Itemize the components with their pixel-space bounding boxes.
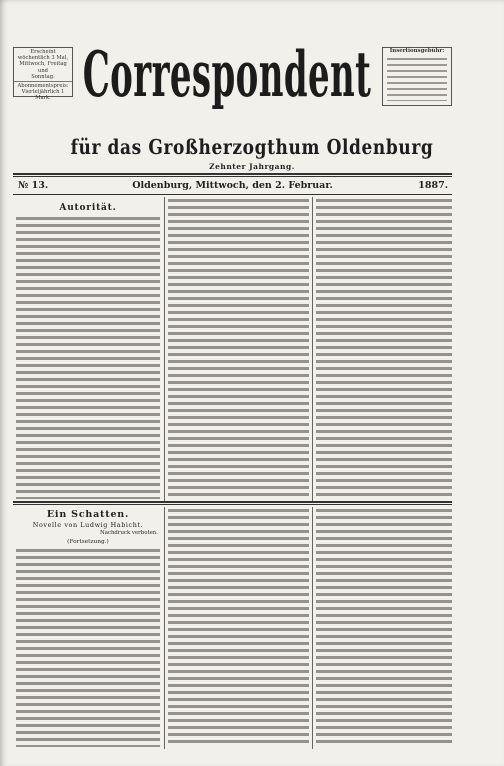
issue-number: № 13. [18, 180, 49, 191]
article-text-column [16, 217, 160, 499]
novella-title: Ein Schatten. [46, 509, 130, 520]
reprint-notice: Nachdruck verboten. [100, 530, 158, 536]
article-text-column [168, 199, 309, 499]
dateline [13, 179, 452, 192]
novella-text-column [168, 509, 309, 747]
volume-label: Zehnter Jahrgang. [209, 162, 295, 171]
novella-text-column [16, 549, 160, 747]
section-divider [13, 504, 452, 505]
issue-place-date: Oldenburg, Mittwoch, den 2. Februar. [132, 180, 333, 191]
advertising-fee-heading: Insertionsgebühr: [389, 48, 445, 54]
publication-schedule [14, 48, 72, 81]
masthead-rule [13, 173, 452, 175]
article-text-column [316, 199, 452, 499]
novella-text-column [316, 509, 452, 747]
column-rule [312, 197, 313, 501]
newspaper-subtitle: für das Großherzogthum Oldenburg [70, 135, 434, 160]
advertising-info-box [382, 47, 452, 106]
masthead-subtitle-wrap [60, 135, 444, 160]
advertising-info-text [387, 58, 447, 101]
column-rule [312, 507, 313, 749]
continuation-label: (Fortsetzung.) [67, 539, 109, 545]
info-line: Sonntag. [31, 73, 55, 80]
info-line: Erscheint wöchentlich 3 Mal, [17, 49, 69, 62]
novella-byline: Novelle von Ludwig Habicht. [32, 521, 144, 529]
article-heading: Autorität. [59, 203, 117, 213]
issue-year: 1887. [418, 180, 448, 191]
subscription-info-box [13, 47, 73, 102]
subscription-price [14, 81, 72, 103]
section-divider [13, 501, 452, 503]
column-rule [164, 507, 165, 749]
masthead [72, 38, 382, 130]
info-line: Abonnementspreis: [17, 83, 69, 90]
newspaper-title: Correspondent [82, 38, 372, 113]
column-rule [164, 197, 165, 501]
masthead-rule [13, 176, 452, 177]
dateline-rule [13, 194, 452, 195]
info-line: Vierteljährlich 1 Mark. [21, 89, 65, 102]
info-line: Mittwoch, Freitag und [19, 61, 67, 74]
